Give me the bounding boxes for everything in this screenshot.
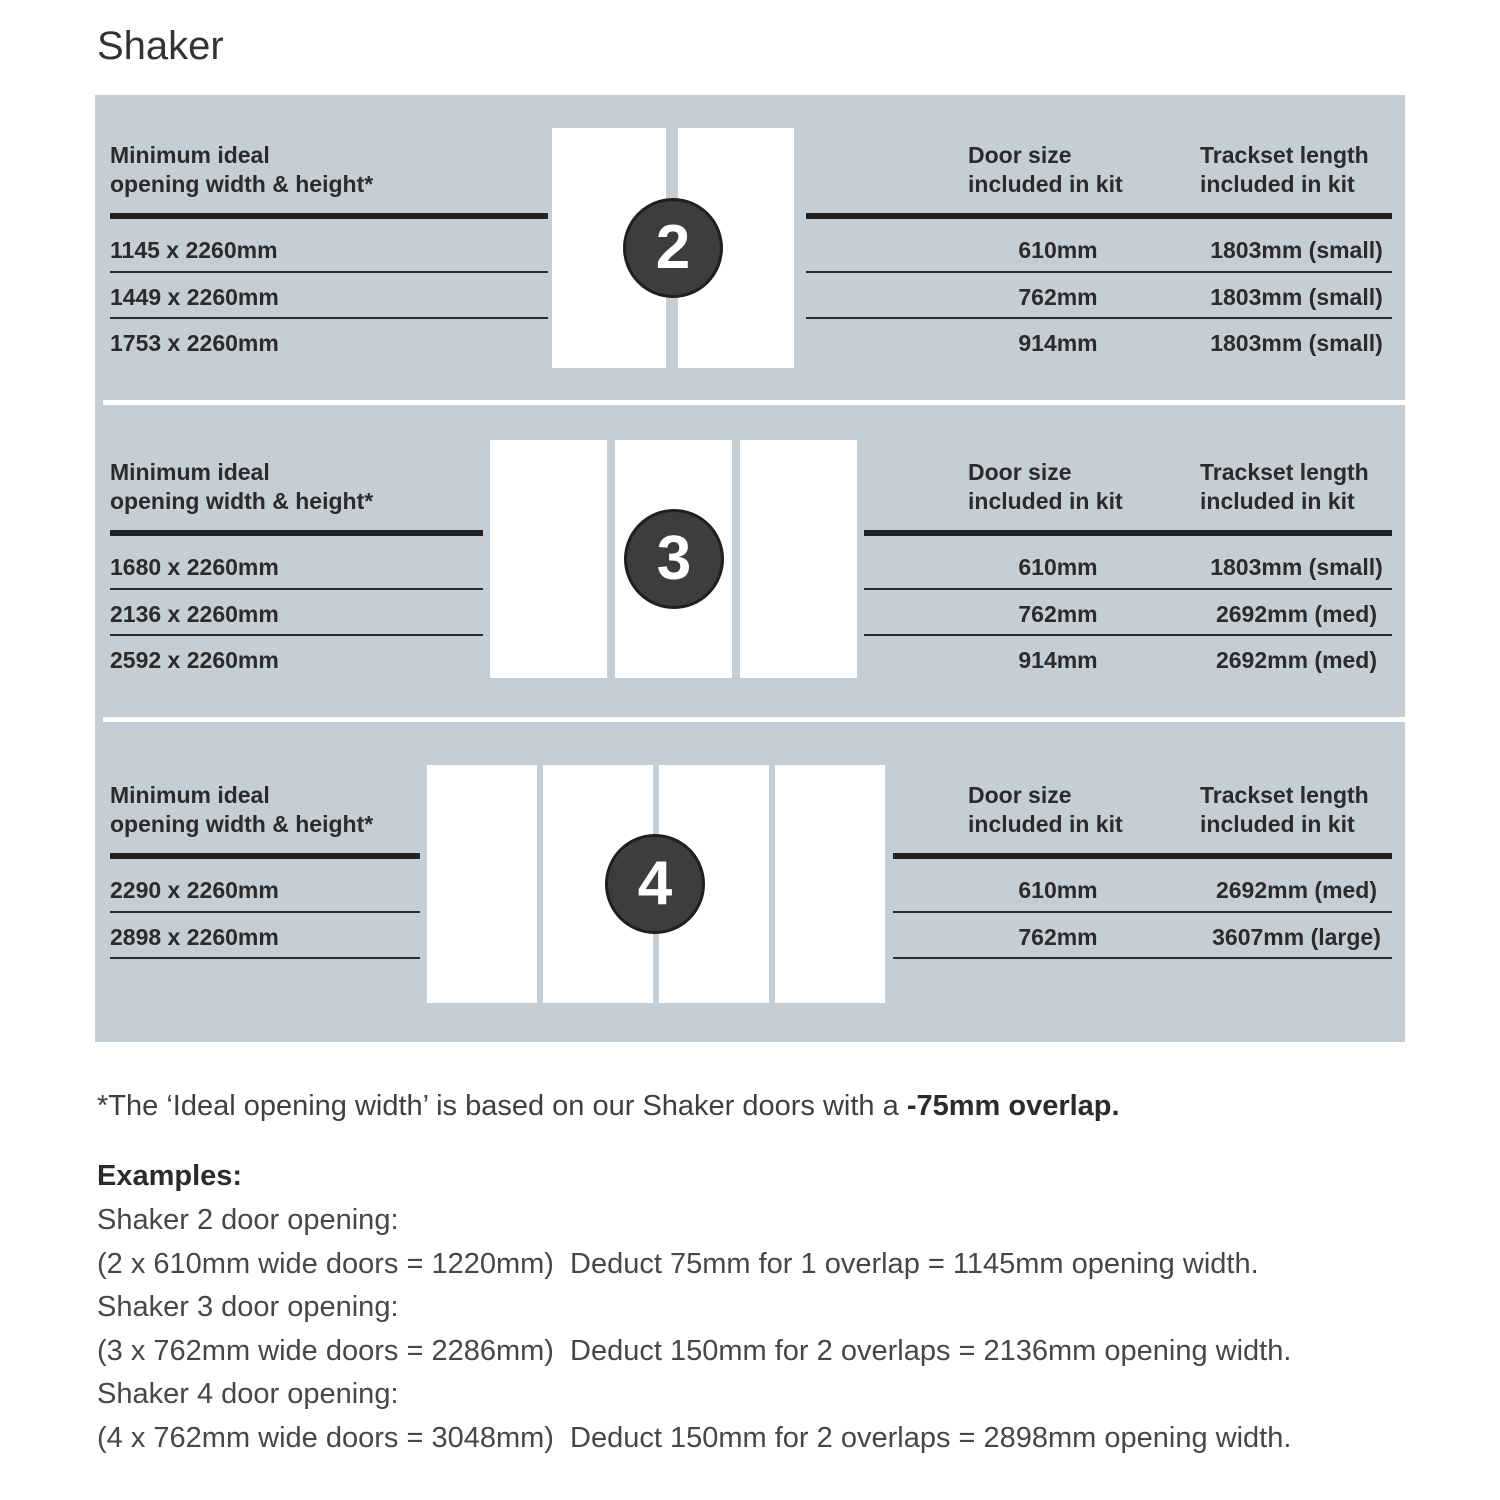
trackset-header-line2: included in kit — [1200, 811, 1355, 837]
door-panel-illustration — [775, 765, 885, 1003]
trackset-column-header — [1200, 781, 1369, 839]
divider — [864, 530, 1392, 536]
door-size-column-header — [968, 781, 1123, 839]
door-size-value: 914mm — [1018, 647, 1098, 673]
door-size-column-header — [968, 141, 1123, 199]
door-size-value: 914mm — [1018, 330, 1098, 356]
opening-size-value: 1680 x 2260mm — [110, 554, 279, 580]
section-4-door — [0, 783, 1500, 1063]
opening-header-line1: Minimum ideal — [110, 459, 270, 485]
page-title: Shaker — [97, 24, 224, 68]
opening-size-value: 2136 x 2260mm — [110, 601, 279, 627]
door-size-column-header — [968, 458, 1123, 516]
row-divider — [110, 634, 483, 636]
door-size-value: 762mm — [1018, 284, 1098, 310]
opening-column-header — [110, 781, 373, 839]
door-size-header-line1: Door size — [968, 459, 1072, 485]
door-size-header-line1: Door size — [968, 142, 1072, 168]
row-divider — [806, 271, 1392, 273]
row-divider — [110, 588, 483, 590]
door-size-value: 762mm — [1018, 601, 1098, 627]
opening-size-value: 2592 x 2260mm — [110, 647, 279, 673]
opening-header-line2: opening width & height* — [110, 488, 374, 514]
door-size-value: 610mm — [1018, 554, 1098, 580]
example-line: (2 x 610mm wide doors = 1220mm) Deduct 75mm for 1 overlap = 1145mm opening width. — [97, 1247, 1259, 1280]
row-divider — [110, 911, 420, 913]
row-divider — [893, 911, 1392, 913]
opening-header-line2: opening width & height* — [110, 811, 374, 837]
trackset-length-value: 1803mm (small) — [1210, 330, 1383, 356]
opening-size-value: 1753 x 2260mm — [110, 330, 279, 356]
trackset-header-line1: Trackset length — [1200, 142, 1369, 168]
divider — [806, 213, 1392, 219]
trackset-header-line2: included in kit — [1200, 171, 1355, 197]
trackset-length-value: 2692mm (med) — [1215, 601, 1378, 627]
opening-header-line1: Minimum ideal — [110, 782, 270, 808]
door-count-badge — [623, 198, 723, 298]
trackset-column-header — [1200, 458, 1369, 516]
door-size-header-line2: included in kit — [968, 171, 1123, 197]
opening-size-value: 2290 x 2260mm — [110, 877, 279, 903]
trackset-header-line2: included in kit — [1200, 488, 1355, 514]
divider — [893, 853, 1392, 859]
examples-heading: Examples: — [97, 1160, 243, 1192]
footnote-text: *The ‘Ideal opening width’ is based on our Shaker doors with a — [97, 1090, 907, 1122]
trackset-header-line1: Trackset length — [1200, 782, 1369, 808]
door-count-badge — [605, 834, 705, 934]
door-count-badge — [624, 509, 724, 609]
row-divider — [893, 957, 1392, 959]
opening-size-value: 1449 x 2260mm — [110, 284, 279, 310]
door-panel-illustration — [740, 440, 857, 678]
row-divider — [864, 588, 1392, 590]
row-divider — [806, 317, 1392, 319]
door-panel-illustration — [427, 765, 537, 1003]
trackset-column-header — [1200, 141, 1369, 199]
section-3-door — [0, 460, 1500, 740]
opening-header-line2: opening width & height* — [110, 171, 374, 197]
door-size-header-line1: Door size — [968, 782, 1072, 808]
opening-column-header — [110, 141, 373, 199]
divider — [110, 853, 420, 859]
trackset-length-value: 2692mm (med) — [1215, 877, 1378, 903]
door-size-value: 610mm — [1018, 877, 1098, 903]
trackset-length-value: 3607mm (large) — [1212, 924, 1381, 950]
opening-size-value: 2898 x 2260mm — [110, 924, 279, 950]
trackset-length-value: 2692mm (med) — [1215, 647, 1378, 673]
row-divider — [864, 634, 1392, 636]
example-line: Shaker 3 door opening: — [97, 1291, 399, 1323]
row-divider — [110, 317, 548, 319]
divider — [110, 213, 548, 219]
row-divider — [110, 271, 548, 273]
example-line: (3 x 762mm wide doors = 2286mm) Deduct 150mm for 2 overlaps = 2136mm opening width. — [97, 1334, 1292, 1367]
door-count-label: 4 — [637, 849, 673, 918]
section-2-door — [0, 143, 1500, 423]
door-panel-illustration — [490, 440, 607, 678]
example-line: Shaker 4 door opening: — [97, 1378, 399, 1410]
opening-header-line1: Minimum ideal — [110, 142, 270, 168]
examples-block — [97, 1199, 1291, 1460]
door-count-label: 3 — [656, 524, 692, 593]
trackset-header-line1: Trackset length — [1200, 459, 1369, 485]
opening-size-value: 1145 x 2260mm — [110, 237, 278, 263]
door-size-value: 610mm — [1018, 237, 1098, 263]
trackset-length-value: 1803mm (small) — [1210, 284, 1383, 310]
footnote — [97, 1090, 1120, 1123]
door-size-header-line2: included in kit — [968, 811, 1123, 837]
trackset-length-value: 1803mm (small) — [1210, 237, 1383, 263]
footnote-bold-text: -75mm overlap. — [906, 1090, 1120, 1122]
row-divider — [110, 957, 420, 959]
door-count-label: 2 — [655, 213, 691, 282]
trackset-length-value: 1803mm (small) — [1210, 554, 1383, 580]
divider — [110, 530, 483, 536]
example-line: (4 x 762mm wide doors = 3048mm) Deduct 150mm for 2 overlaps = 2898mm opening width. — [97, 1421, 1292, 1454]
example-line: Shaker 2 door opening: — [97, 1204, 399, 1236]
door-size-header-line2: included in kit — [968, 488, 1123, 514]
opening-column-header — [110, 458, 373, 516]
door-size-value: 762mm — [1018, 924, 1098, 950]
